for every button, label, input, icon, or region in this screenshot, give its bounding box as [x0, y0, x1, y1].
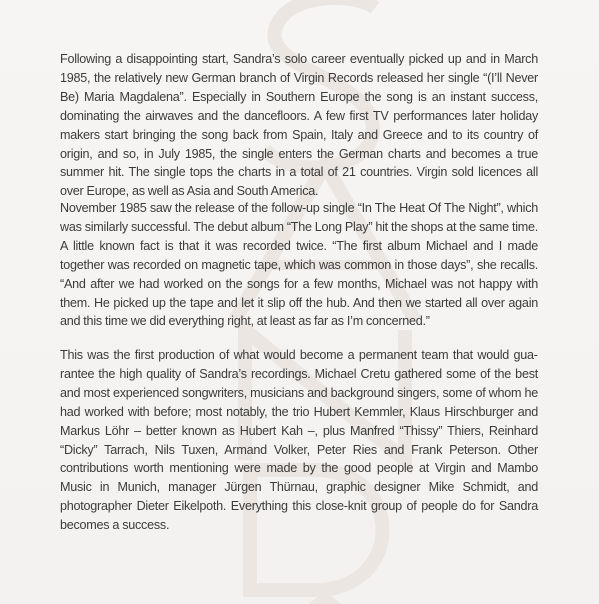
paragraph-maria-magdalena: Following a disappointing start, Sandra’s solo career eventually picked up and in March 1985, the relatively new German branch of Virgin Records released her single “(I’ll Never Be) Maria Magdalena”. Especially in Southern Europe the song is an instant success, dominating the airwaves and the dancefloors. A few first TV performances later holiday makers start bringing the song back from Spain, Italy and Greece and to its country of origin, and so, in July 1985, the single enters the German charts and becomes a true summer hit. The single tops the charts in a total of 21 countries. Virgin sold licences all over Europe, as well as Asia and South America.: [60, 52, 538, 199]
paragraph-heat-of-the-night: November 1985 saw the release of the follow-up single “In The Heat Of The Night”, which was similarly successful. The debut album “The Long Play” hit the shops at the same time. A little known fact is that it was recorded twice. “The first album Michael and I made together was recorded on magnetic tape, which was common in those days”, she recalls. “And after we had worked on the songs for a few months, Michael was not happy with them. He picked up the tape and let it slip off the hub. And then we started all over again and this time we did everything right, at least as far as I’m concerned.”: [60, 201, 538, 329]
paragraph-production-team: This was the first production of what would become a permanent team that would guarantee the high quality of Sandra’s recordings. Michael Cretu gathered some of the best and most experienced songwriters, musicians and background singers, some of whom he had worked with before; most notably, the trio Hubert Kemmler, Klaus Hirschburger and Markus Löhr – better known as Hubert Kah –, plus Manfred “Thissy” Thiers, Reinhard “Dicky” Tarrach, Nils Tuxen, Armand Volker, Peter Ries and Frank Peterson. Other contributions worth mentioning were made by the good people at Virgin and Mambo Music in Munich, manager Jürgen Thürnau, graphic designer Mike Schmidt, and photographer Dieter Eikelpoth. Everything this close-knit group of people do for Sandra becomes a success.: [60, 348, 538, 533]
